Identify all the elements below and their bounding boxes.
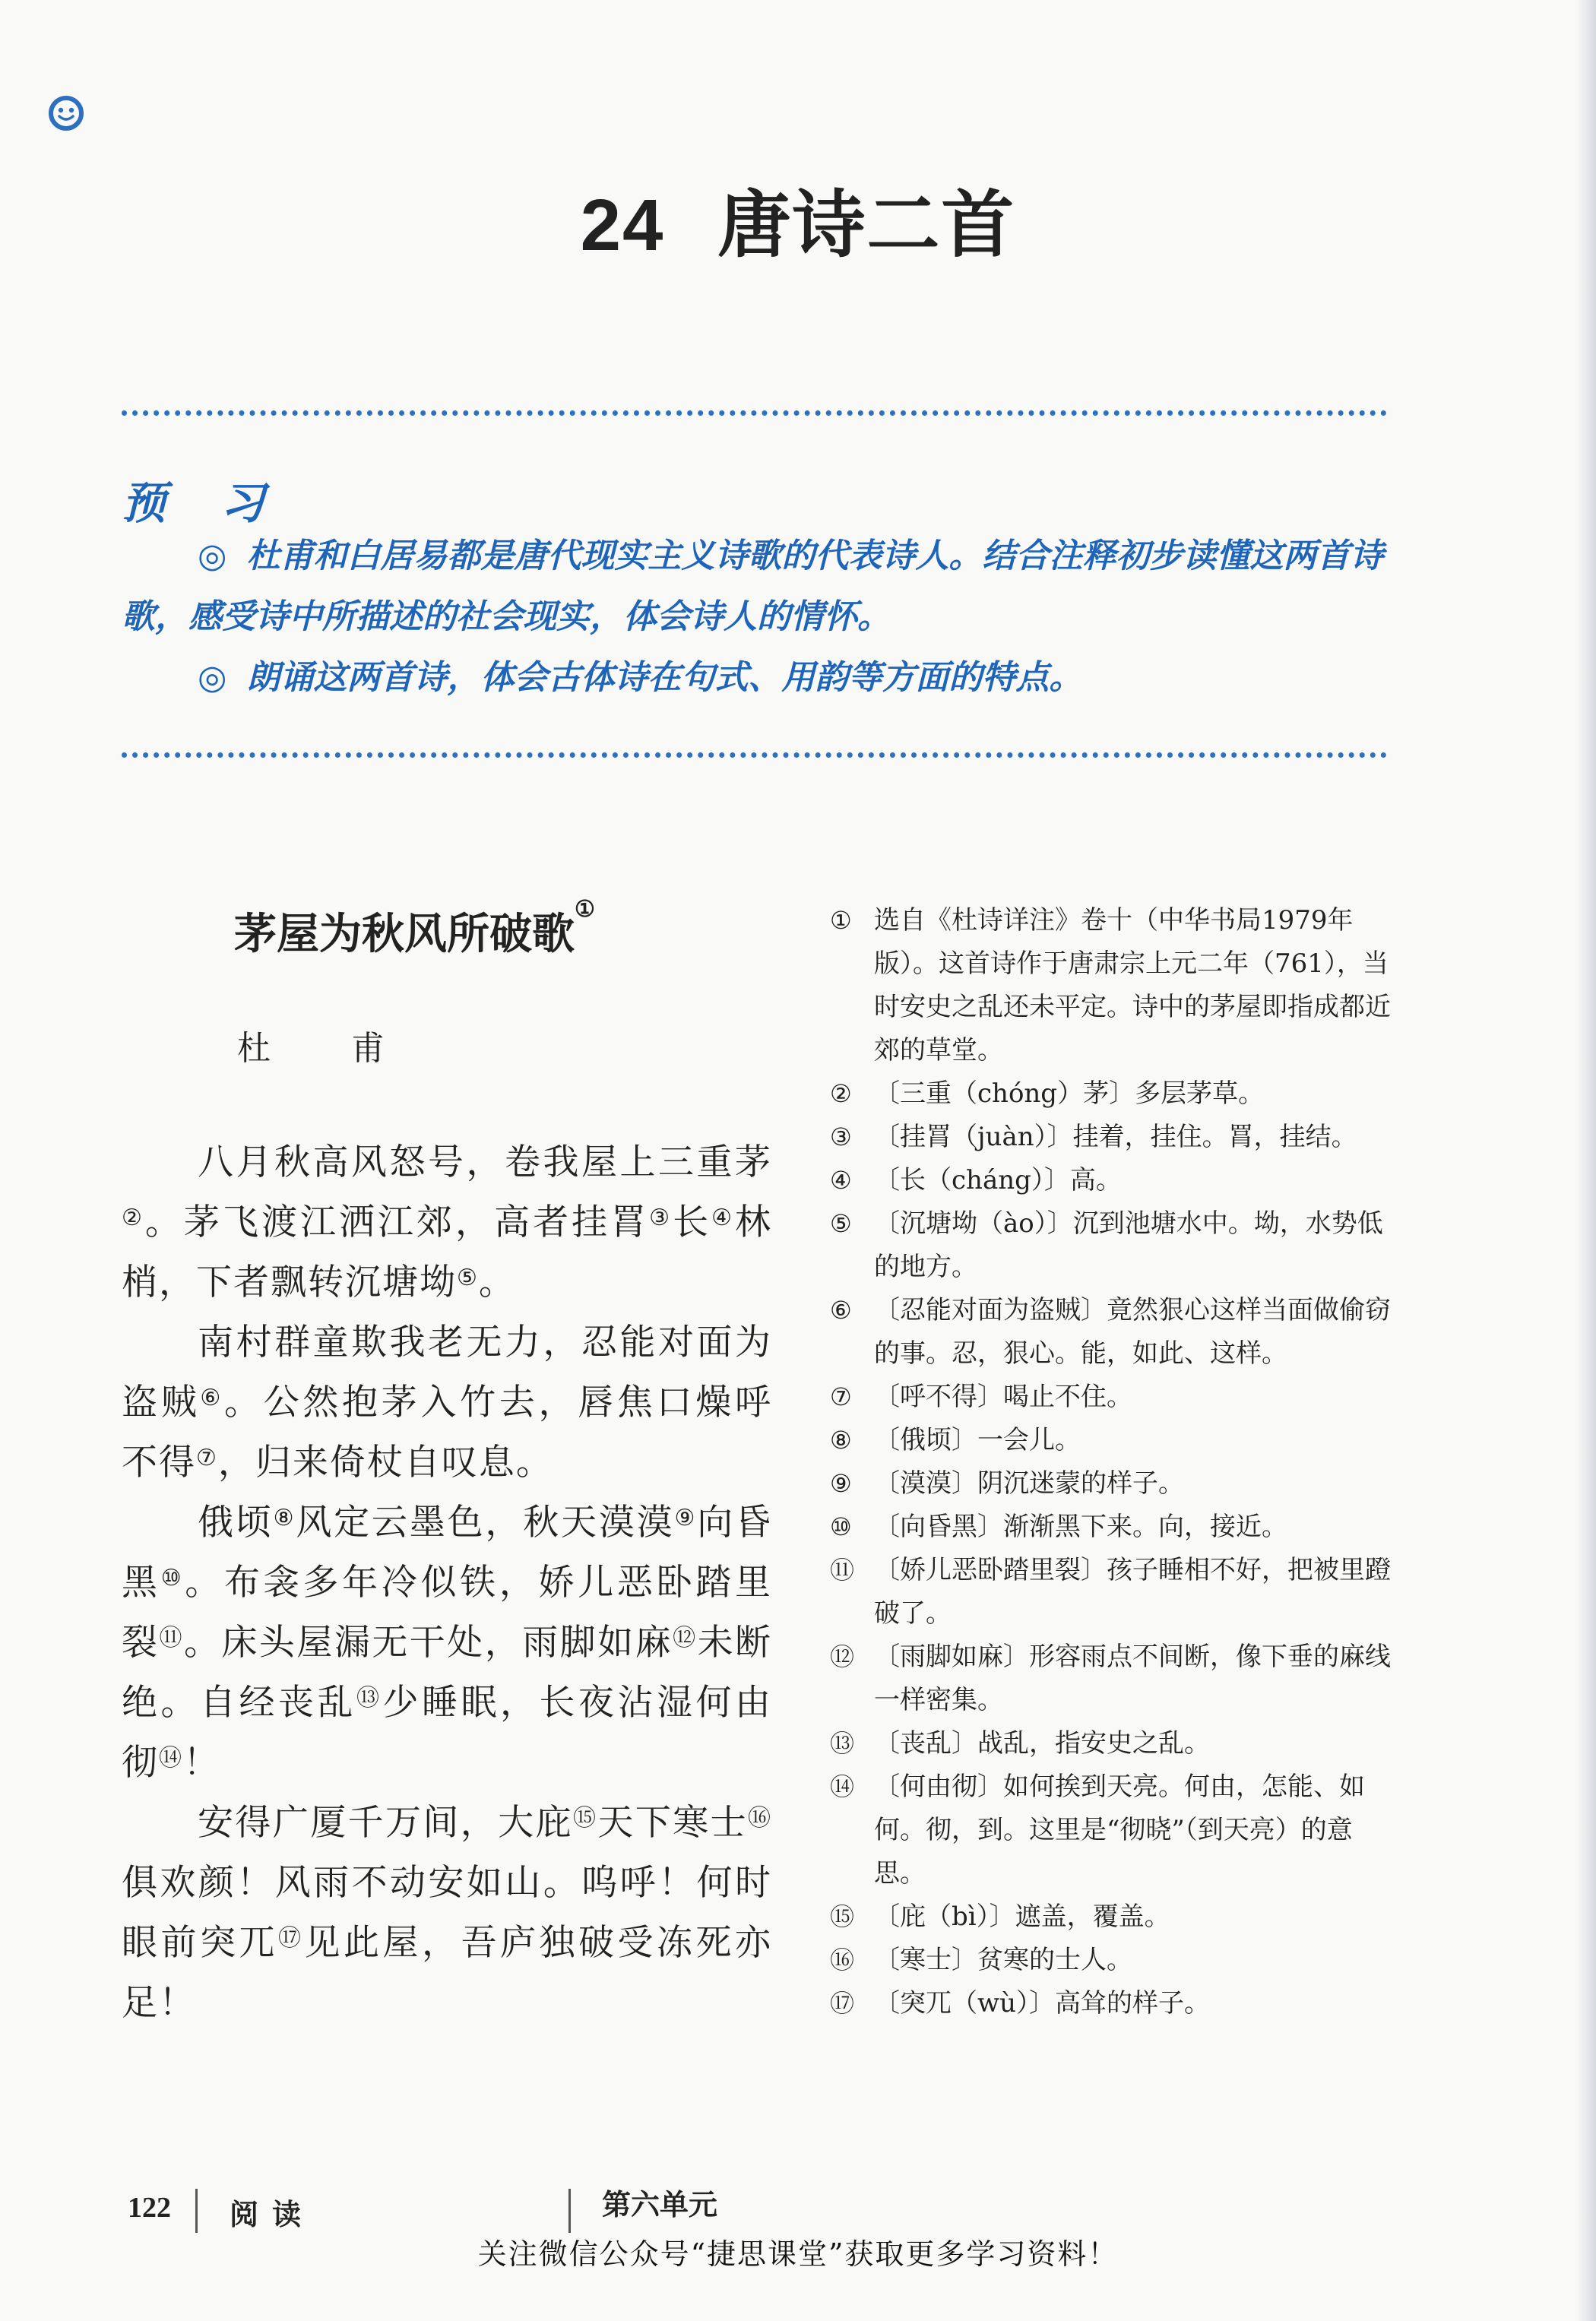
- footnote-marker: ①: [575, 896, 595, 923]
- footnote-text: 〔雨脚如麻〕形容雨点不间断，像下垂的麻线一样密集。: [874, 1642, 1391, 1715]
- poem-title-text: 茅屋为秋风所破歌: [234, 909, 575, 959]
- footnote-item: [830, 1159, 1392, 1202]
- footnote-text: 〔漠漠〕阴沉迷蒙的样子。: [874, 1468, 1184, 1499]
- bullet-icon: ◎: [198, 537, 227, 575]
- dotted-divider-top: [122, 410, 1387, 416]
- footnote-item: [830, 1506, 1392, 1549]
- footnote-number: ⑦: [830, 1382, 852, 1411]
- preview-item-text: 朗诵这两首诗，体会古体诗在句式、用韵等方面的特点。: [246, 658, 1083, 697]
- section-label: 阅读: [230, 2197, 315, 2231]
- lesson-number: 24: [580, 185, 665, 266]
- footnote-item: [830, 899, 1392, 1072]
- poem-text: 风定云墨色，秋天漠漠: [296, 1502, 675, 1544]
- footnote-text: 〔长（cháng）〕高。: [874, 1165, 1122, 1195]
- smiley-icon: [47, 94, 85, 132]
- footnote-marker: ⑩: [160, 1565, 185, 1591]
- preview-item: [122, 526, 1387, 648]
- footnote-item: [830, 1376, 1392, 1419]
- poem-paragraph: [122, 1312, 772, 1493]
- footnote-number: ⑫: [830, 1642, 855, 1671]
- poem-text: 安得广厦千万间，大庇: [198, 1802, 573, 1844]
- poem-paragraph: [122, 1493, 772, 1793]
- poem-paragraph: [122, 1132, 772, 1312]
- footnote-marker: ⑥: [200, 1385, 224, 1411]
- poem-author: 杜 甫: [237, 1029, 420, 1068]
- page-edge-shadow: [1576, 0, 1596, 2321]
- poem-text: 俄顷: [198, 1502, 274, 1544]
- footnote-number: ③: [830, 1123, 852, 1151]
- footnote-text: 选自《杜诗详注》卷十（中华书局1979年版）。这首诗作于唐肃宗上元二年（761），当时安史之乱还未平定。诗中的茅屋即指成都近郊的草堂。: [874, 905, 1391, 1066]
- footnote-item: [830, 1549, 1392, 1635]
- footnote-marker: ⑮: [573, 1805, 598, 1832]
- footnote-marker: ②: [122, 1205, 145, 1231]
- footnote-number: ⑤: [830, 1209, 852, 1238]
- footnote-number: ⑬: [830, 1729, 855, 1758]
- poem-text: 林梢，下者飘转沉塘坳: [122, 1202, 773, 1303]
- footnote-item: [830, 1982, 1392, 2025]
- footnote-number: ⑰: [830, 1989, 855, 2018]
- preview-label: 预 习: [122, 477, 285, 529]
- footnote-item: [830, 1765, 1392, 1895]
- poem-text: 未断绝。自经丧乱: [122, 1622, 773, 1724]
- footnotes: [830, 899, 1392, 2025]
- footnote-text: 〔庇（bì）〕遮盖，覆盖。: [874, 1901, 1170, 1932]
- footnote-item: [830, 1635, 1392, 1722]
- footnote-item: [830, 1939, 1392, 1982]
- footnote-item: [830, 1895, 1392, 1939]
- poem-text: ！: [183, 1742, 220, 1784]
- footnote-marker: ⑪: [159, 1625, 184, 1651]
- poem-text: 长: [673, 1202, 712, 1243]
- footnote-item: [830, 1419, 1392, 1462]
- bullet-icon: ◎: [198, 658, 227, 697]
- footnote-number: ①: [830, 906, 852, 935]
- poem-text: 。布衾多年冷似铁，娇儿恶卧踏里裂: [122, 1562, 773, 1664]
- unit-label: 第六单元: [602, 2187, 718, 2221]
- footnote-number: ⑥: [830, 1296, 852, 1325]
- footnote-marker: ⑰: [278, 1925, 305, 1952]
- footnote-text: 〔沉塘坳（ào）〕沉到池塘水中。坳，水势低的地方。: [874, 1208, 1383, 1282]
- footnote-marker: ⑭: [159, 1745, 183, 1772]
- preview-item: [122, 648, 1387, 708]
- poem-text: 八月秋高风怒号，卷我屋上三重茅: [198, 1142, 772, 1183]
- footnote-item: [830, 1202, 1392, 1289]
- footnote-number: ⑪: [830, 1556, 855, 1585]
- footnote-number: ②: [830, 1079, 852, 1108]
- footnote-text: 〔突兀（wù）〕高耸的样子。: [874, 1988, 1210, 2019]
- footnote-item: [830, 1722, 1392, 1765]
- poem-text: 。公然抱茅入竹去，唇焦口燥呼不得: [122, 1382, 772, 1483]
- lesson-title-text: 唐诗二首: [717, 182, 1016, 268]
- footnote-item: [830, 1116, 1392, 1159]
- footnote-marker: ⑫: [673, 1625, 698, 1651]
- footnote-number: ⑮: [830, 1902, 855, 1931]
- poem-text: 天下寒士: [597, 1802, 749, 1844]
- poem-text: 俱欢颜！风雨不动安如山。呜呼！何时眼前突兀: [122, 1862, 772, 1964]
- page-number: 122: [128, 2192, 171, 2224]
- footnote-item: [830, 1462, 1392, 1506]
- footnote-text: 〔丧乱〕战乱，指安史之乱。: [874, 1728, 1210, 1759]
- footnote-text: 〔俄顷〕一会儿。: [874, 1425, 1081, 1455]
- footnote-number: ④: [830, 1166, 852, 1195]
- footnote-marker: ⑧: [273, 1505, 296, 1531]
- footnote-text: 〔向昏黑〕渐渐黑下来。向，接近。: [874, 1512, 1287, 1542]
- footnote-marker: ③: [649, 1205, 673, 1231]
- lesson-title: [0, 167, 1596, 271]
- footer-divider: [195, 2189, 198, 2233]
- dotted-divider-bottom: [122, 752, 1387, 758]
- footnote-item: [830, 1072, 1392, 1116]
- poem-paragraph: [122, 1793, 772, 2033]
- footnote-marker: ④: [711, 1205, 736, 1231]
- footnote-marker: ⑬: [356, 1685, 383, 1711]
- poem-text: 。: [478, 1262, 516, 1303]
- footnote-text: 〔忍能对面为盗贼〕竟然狠心这样当面做偷窃的事。忍，狠心。能，如此、这样。: [874, 1295, 1391, 1369]
- poem-text: 见此屋，吾庐独破受冻死亦足！: [122, 1922, 772, 2024]
- footnote-item: [830, 1289, 1392, 1376]
- poem-text: ，归来倚杖自叹息。: [217, 1442, 553, 1483]
- footnote-text: 〔寒士〕贫寒的士人。: [874, 1945, 1132, 1975]
- footnote-marker: ⑤: [457, 1265, 479, 1291]
- footnote-marker: ⑨: [674, 1505, 698, 1531]
- poem-text: 向昏黑: [122, 1502, 772, 1604]
- footnote-number: ⑨: [830, 1469, 852, 1498]
- poem-text: 。床头屋漏无干处，雨脚如麻: [183, 1622, 673, 1664]
- footnote-number: ⑭: [830, 1772, 855, 1801]
- footnote-text: 〔呼不得〕喝止不住。: [874, 1382, 1132, 1412]
- poem-text: 少睡眠，长夜沾湿何由彻: [122, 1682, 772, 1784]
- footnote-text: 〔挂罥（juàn）〕挂着，挂住。罥，挂结。: [874, 1122, 1357, 1152]
- footnote-number: ⑯: [830, 1946, 855, 1974]
- footnote-number: ⑧: [830, 1426, 852, 1455]
- poem-text: 南村群童欺我老无力，忍能对面为盗贼: [122, 1322, 772, 1423]
- poem-text: 。茅飞渡江洒江郊，高者挂罥: [144, 1202, 650, 1243]
- footnote-text: 〔三重（chóng）茅〕多层茅草。: [874, 1078, 1265, 1109]
- preview-item-text: 杜甫和白居易都是唐代现实主义诗歌的代表诗人。结合注释初步读懂这两首诗歌，感受诗中所描述的社会现实，体会诗人的情怀。: [122, 537, 1384, 636]
- footnote-marker: ⑦: [196, 1445, 218, 1471]
- footnote-number: ⑩: [830, 1512, 852, 1541]
- footer-divider: [568, 2189, 571, 2233]
- poem-title: [234, 896, 595, 961]
- watermark-text: 关注微信公众号“捷思课堂”获取更多学习资料！: [477, 2237, 1119, 2271]
- footnote-text: 〔娇儿恶卧踏里裂〕孩子睡相不好，把被里蹬破了。: [874, 1555, 1391, 1629]
- poem-body: [122, 1132, 772, 2033]
- footnote-text: 〔何由彻〕如何挨到天亮。何由，怎能、如何。彻，到。这里是“彻晓”（到天亮）的意思。: [874, 1772, 1365, 1889]
- footnote-marker: ⑯: [748, 1805, 773, 1832]
